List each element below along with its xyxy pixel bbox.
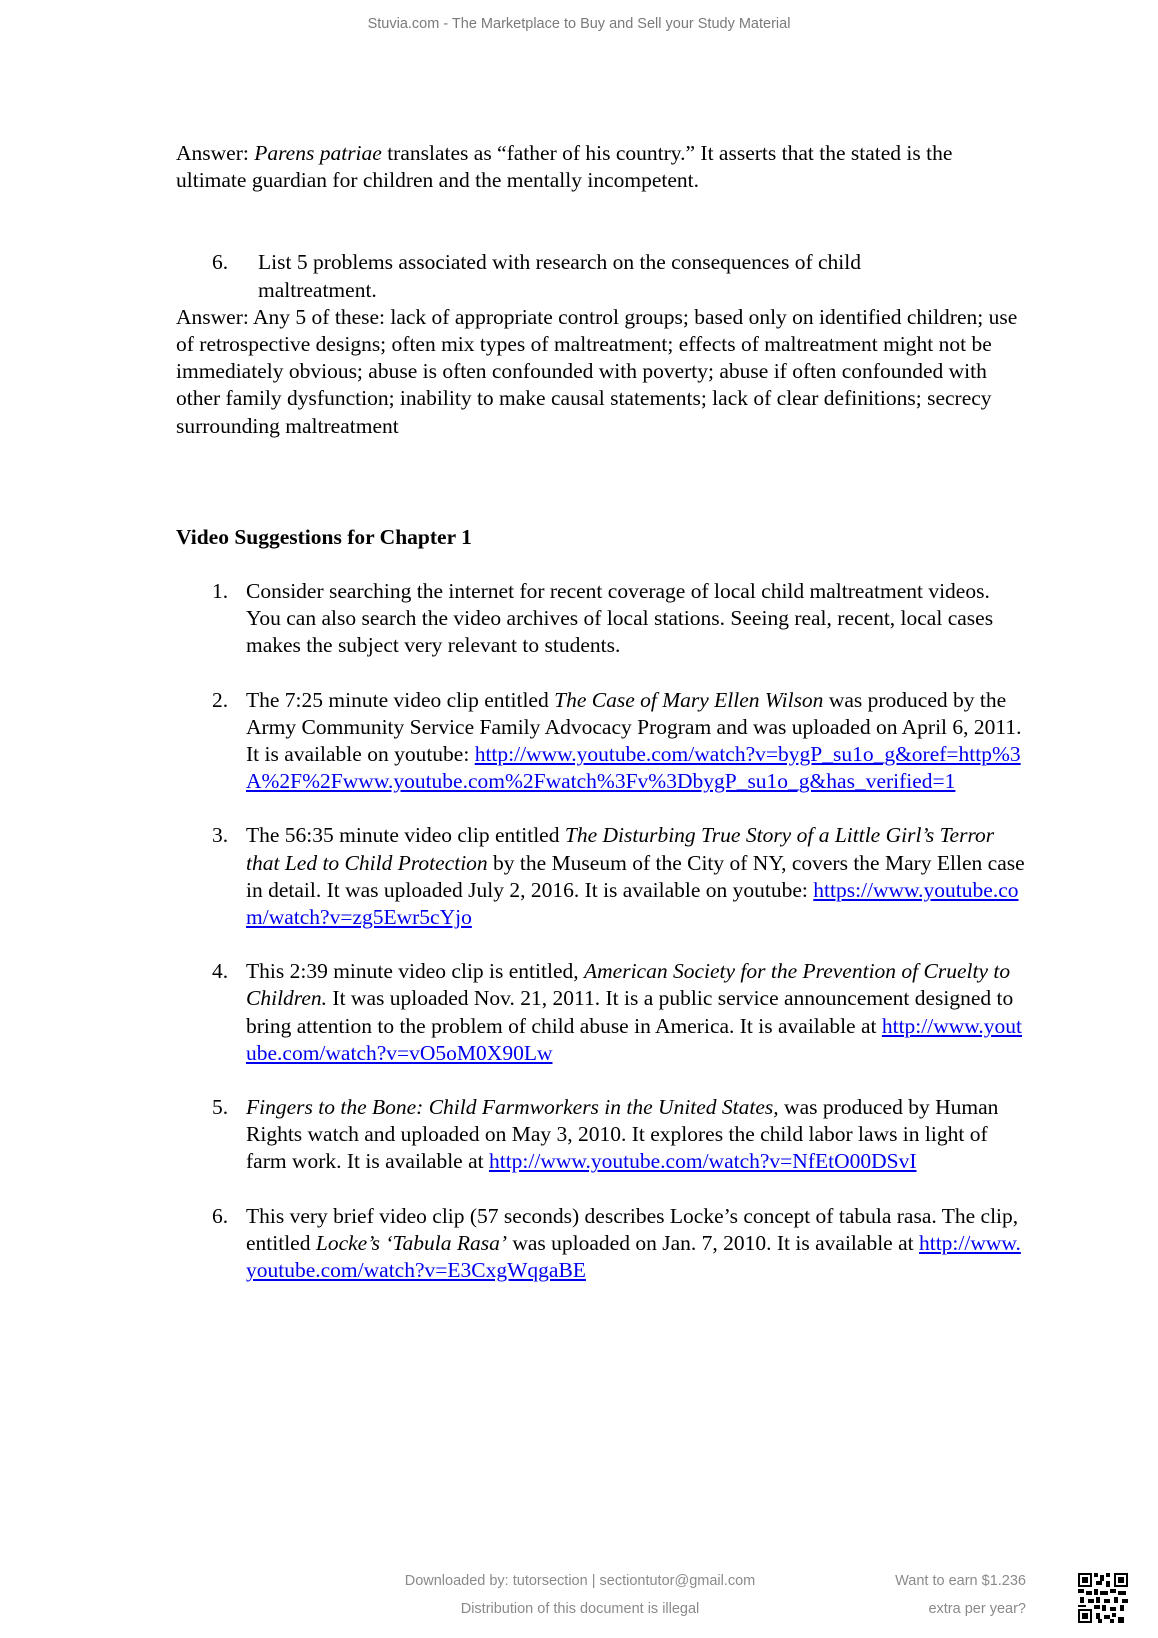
video-link[interactable]: http://www.youtube.com/watch?v=bygP_su1o_g&oref=http%3A%2F%2Fwww.youtube.com%2Fwatch%3Fv%3DbygP_su1o_g&has_verified=1 bbox=[246, 742, 1021, 794]
video-item-1 bbox=[176, 578, 1026, 660]
video-link[interactable]: http://www.youtube.com/watch?v=E3CxgWqgaBE bbox=[246, 1230, 1021, 1283]
item-number: 4. bbox=[212, 959, 229, 984]
item-text: by the Museum of the City of NY, covers the Mary Ellen case in detail. It was uploaded July 2, 2016. It is available on youtube: bbox=[246, 850, 1025, 902]
answer-prefix: Answer: bbox=[176, 141, 255, 165]
item-text: was produced by Human Rights watch and uploaded on May 3, 2010. It explores the child labor laws in light of farm work. It is available at bbox=[246, 1095, 999, 1174]
term-parens-patriae: Parens patriae bbox=[254, 141, 382, 165]
video-title: The Disturbing True Story of a Little Girl’s Terror that Led to Child Protection bbox=[246, 823, 995, 875]
video-suggestion-list bbox=[176, 578, 1026, 1284]
video-link[interactable]: http://www.youtube.com/watch?v=vO5oM0X90Lw bbox=[246, 1013, 1023, 1065]
video-title: The Case of Mary Ellen Wilson bbox=[554, 687, 824, 712]
footer-distribution-notice: Distribution of this document is illegal bbox=[460, 1601, 700, 1617]
video-item-5 bbox=[176, 1094, 1026, 1176]
item-text: Consider searching the internet for recent coverage of local child maltreatment videos. You can also search the video archives of local stations. Seeing real, recent, local cases makes the subject very relevant to students. bbox=[246, 579, 994, 658]
question-6 bbox=[176, 249, 1026, 303]
video-title: American Society for the Prevention of Cruelty to Children. bbox=[246, 959, 1011, 1011]
promo-text-line2[interactable]: extra per year? bbox=[928, 1601, 1026, 1617]
item-number: 3. bbox=[212, 823, 229, 848]
question-text-line2: maltreatment. bbox=[258, 277, 377, 302]
promo-text-line1[interactable]: Want to earn $1.236 bbox=[895, 1573, 1026, 1589]
item-number: 6. bbox=[212, 1203, 229, 1228]
item-text: was uploaded on Jan. 7, 2010. It is available at bbox=[506, 1230, 919, 1255]
item-text: This very brief video clip (57 seconds) describes Locke’s concept of tabula rasa. The clip, entitled bbox=[246, 1203, 1019, 1255]
item-text: It was uploaded Nov. 21, 2011. It is a public service announcement designed to bring attention to the problem of child abuse in America. It is available at bbox=[246, 986, 1014, 1038]
item-text: The 56:35 minute video clip entitled bbox=[246, 823, 565, 848]
video-item-4 bbox=[176, 958, 1026, 1067]
item-number: 1. bbox=[212, 579, 229, 604]
video-item-3 bbox=[176, 822, 1026, 931]
item-number: 5. bbox=[212, 1095, 229, 1120]
video-title: Fingers to the Bone: Child Farmworkers in the United States, bbox=[246, 1095, 779, 1120]
question-number: 6. bbox=[212, 250, 229, 275]
answer-question-6: Answer: Any 5 of these: lack of appropriate control groups; based only on identified children; use of retrospective designs; often mix types of maltreatment; effects of maltreatment might not be immediately obvious; abuse is often confounded with poverty; abuse if often confounded with other family dysfunction; inability to make causal statements; lack of clear definitions; secrecy surrounding maltreatment bbox=[176, 304, 1018, 438]
item-text: was produced by the Army Community Service Family Advocacy Program and was uploaded on April 6, 2011. It is available on youtube: bbox=[246, 687, 1022, 767]
document-body bbox=[176, 140, 1026, 1311]
item-text: The 7:25 minute video clip entitled bbox=[246, 687, 555, 712]
item-number: 2. bbox=[212, 687, 229, 712]
watermark-header: Stuvia.com - The Marketplace to Buy and Sell your Study Material bbox=[367, 16, 791, 32]
video-item-2 bbox=[176, 687, 1026, 796]
video-link[interactable]: https://www.youtube.com/watch?v=zg5Ewr5cYjo bbox=[246, 877, 1019, 930]
video-link[interactable]: http://www.youtube.com/watch?v=NfEtO00DSvI bbox=[488, 1149, 917, 1174]
section-heading-video-suggestions: Video Suggestions for Chapter 1 bbox=[176, 524, 472, 549]
answer-parens-patriae bbox=[176, 140, 1026, 194]
qr-code-icon[interactable] bbox=[1078, 1573, 1128, 1623]
footer-downloaded-by: Downloaded by: tutorsection | sectiontutor@gmail.com bbox=[404, 1573, 756, 1589]
answer-text: translates as “father of his country.” It asserts that the stated is the ultimate guardian for children and the mentally incompetent. bbox=[176, 141, 953, 193]
question-text-line1: List 5 problems associated with research on the consequences of child bbox=[258, 250, 862, 275]
video-title: Locke’s ‘Tabula Rasa’ bbox=[315, 1230, 507, 1255]
video-item-6 bbox=[176, 1203, 1026, 1285]
item-text: This 2:39 minute video clip is entitled, bbox=[246, 959, 584, 984]
